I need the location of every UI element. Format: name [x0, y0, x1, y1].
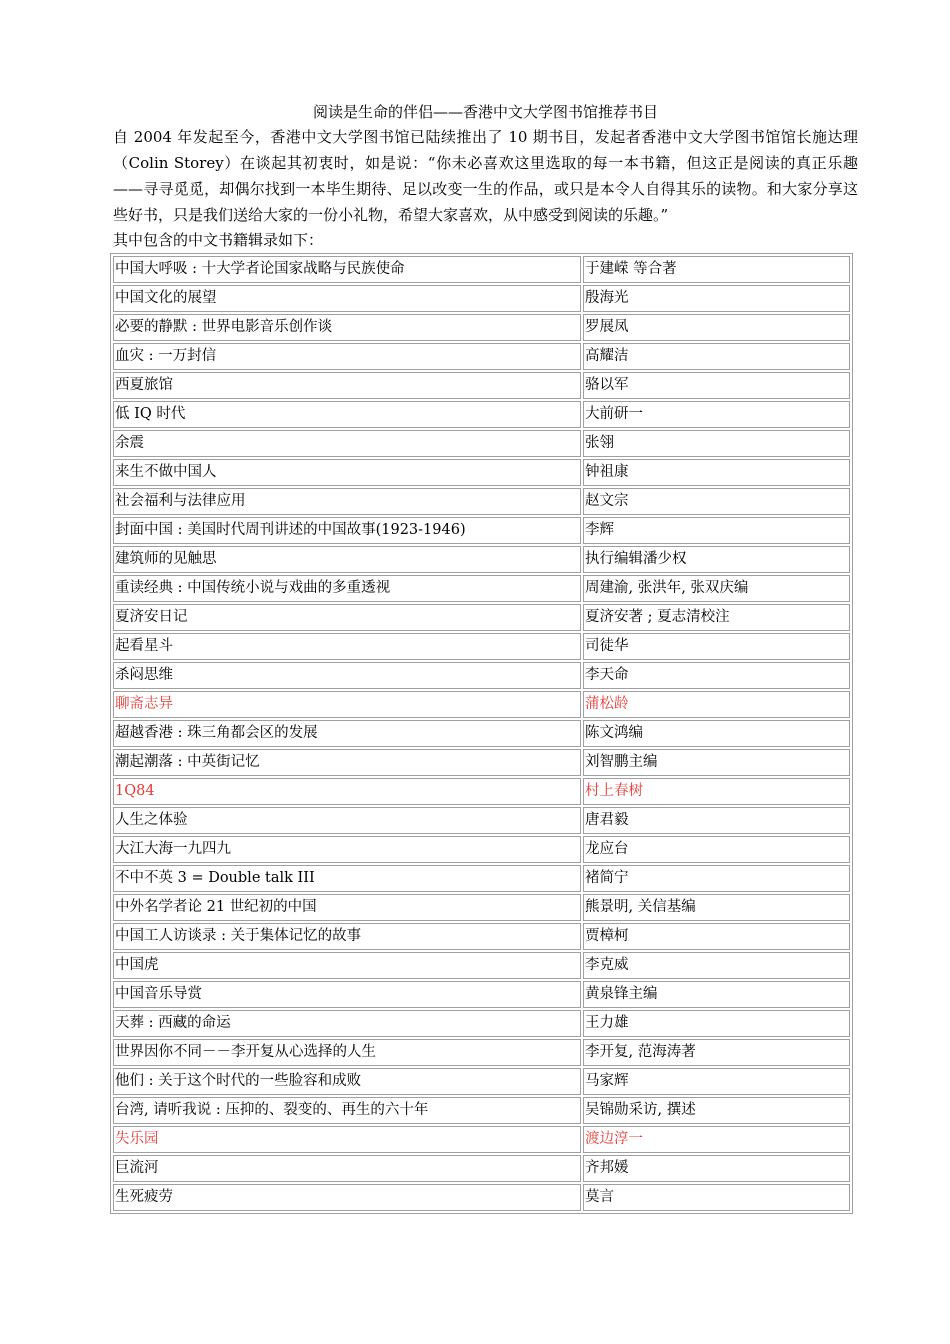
document-title: 阅读是生命的伴侣——香港中文大学图书馆推荐书目 [312, 103, 658, 121]
book-title-cell: 世界因你不同－－李开复从心选择的人生 [113, 1039, 581, 1066]
book-title-cell: 中国文化的展望 [113, 285, 581, 312]
table-row [113, 256, 850, 283]
book-title-cell: 中国音乐导赏 [113, 981, 581, 1008]
book-title-cell: 重读经典 : 中国传统小说与戏曲的多重透视 [113, 575, 581, 602]
document-page [113, 100, 858, 1214]
table-row [113, 778, 850, 805]
book-title-cell: 天葬 : 西藏的命运 [113, 1010, 581, 1037]
book-author-cell: 黄泉锋主编 [583, 981, 850, 1008]
book-title-cell: 中国虎 [113, 952, 581, 979]
book-title-cell: 血灾 : 一万封信 [113, 343, 581, 370]
book-author-cell: 齐邦媛 [583, 1155, 850, 1182]
book-title-cell: 建筑师的见触思 [113, 546, 581, 573]
book-title-cell: 人生之体验 [113, 807, 581, 834]
book-title-cell: 起看星斗 [113, 633, 581, 660]
book-author-cell: 夏济安著 ; 夏志清校注 [583, 604, 850, 631]
book-title-cell: 超越香港 : 珠三角都会区的发展 [113, 720, 581, 747]
table-row [113, 952, 850, 979]
table-row [113, 517, 850, 544]
book-title-cell: 大江大海一九四九 [113, 836, 581, 863]
table-row [113, 488, 850, 515]
book-author-cell: 执行编辑潘少权 [583, 546, 850, 573]
table-row [113, 459, 850, 486]
table-row [113, 604, 850, 631]
book-title-cell: 1Q84 [113, 778, 581, 805]
table-row [113, 546, 850, 573]
table-row [113, 575, 850, 602]
table-row [113, 430, 850, 457]
book-author-cell: 村上春树 [583, 778, 850, 805]
book-title-cell: 他们 : 关于这个时代的一些脸容和成败 [113, 1068, 581, 1095]
book-author-cell: 赵文宗 [583, 488, 850, 515]
book-list-table [110, 253, 853, 1214]
book-title-cell: 余震 [113, 430, 581, 457]
book-title-cell: 中外名学者论 21 世纪初的中国 [113, 894, 581, 921]
book-author-cell: 马家辉 [583, 1068, 850, 1095]
table-row [113, 720, 850, 747]
book-list-body [113, 256, 850, 1211]
book-author-cell: 莫言 [583, 1184, 850, 1211]
table-row [113, 691, 850, 718]
book-title-cell: 潮起潮落 : 中英街记忆 [113, 749, 581, 776]
list-subheading: 其中包含的中文书籍辑录如下： [113, 231, 324, 249]
book-author-cell: 王力雄 [583, 1010, 850, 1037]
book-author-cell: 殷海光 [583, 285, 850, 312]
table-row [113, 1126, 850, 1153]
book-author-cell: 司徒华 [583, 633, 850, 660]
table-row [113, 865, 850, 892]
book-author-cell: 周建渝, 张洪年, 张双庆编 [583, 575, 850, 602]
table-row [113, 981, 850, 1008]
table-row [113, 343, 850, 370]
book-title-cell: 中国大呼吸 : 十大学者论国家战略与民族使命 [113, 256, 581, 283]
book-author-cell: 龙应台 [583, 836, 850, 863]
table-row [113, 836, 850, 863]
table-row [113, 1097, 850, 1124]
table-row [113, 285, 850, 312]
book-author-cell: 褚简宁 [583, 865, 850, 892]
book-title-cell: 社会福利与法律应用 [113, 488, 581, 515]
table-row [113, 1068, 850, 1095]
book-author-cell: 李辉 [583, 517, 850, 544]
book-author-cell: 贾樟柯 [583, 923, 850, 950]
book-author-cell: 李克威 [583, 952, 850, 979]
book-author-cell: 刘智鹏主编 [583, 749, 850, 776]
book-author-cell: 蒲松龄 [583, 691, 850, 718]
book-author-cell: 吴锦勋采访, 撰述 [583, 1097, 850, 1124]
book-author-cell: 高耀洁 [583, 343, 850, 370]
table-row [113, 1184, 850, 1211]
book-title-cell: 失乐园 [113, 1126, 581, 1153]
table-row [113, 314, 850, 341]
book-title-cell: 生死疲劳 [113, 1184, 581, 1211]
book-title-cell: 夏济安日记 [113, 604, 581, 631]
intro-paragraph: 自 2004 年发起至今，香港中文大学图书馆已陆续推出了 10 期书目，发起者香港中文大学图书馆馆长施达理（Colin Storey）在谈起其初衷时，如是说：“你未必喜欢这里选取的每一本书籍，但这正是阅读的真正乐趣——寻寻觅觅，却偶尔找到一本毕生期待、足以改变一生的作品，或只是本令人自得其乐的读物。和大家分享这些好书，只是我们送给大家的一份小礼物，希望大家喜欢，从中感受到阅读的乐趣。” [113, 128, 858, 224]
table-row [113, 894, 850, 921]
table-row [113, 749, 850, 776]
table-row [113, 401, 850, 428]
table-row [113, 807, 850, 834]
book-author-cell: 李天命 [583, 662, 850, 689]
book-author-cell: 渡边淳一 [583, 1126, 850, 1153]
book-title-cell: 巨流河 [113, 1155, 581, 1182]
book-author-cell: 熊景明, 关信基编 [583, 894, 850, 921]
table-row [113, 372, 850, 399]
book-author-cell: 钟祖康 [583, 459, 850, 486]
book-title-cell: 台湾, 请听我说 : 压抑的、裂变的、再生的六十年 [113, 1097, 581, 1124]
table-row [113, 1039, 850, 1066]
book-title-cell: 不中不英 3 = Double talk III [113, 865, 581, 892]
book-title-cell: 聊斋志异 [113, 691, 581, 718]
book-title-cell: 必要的静默 : 世界电影音乐创作谈 [113, 314, 581, 341]
book-title-cell: 中国工人访谈录 : 关于集体记忆的故事 [113, 923, 581, 950]
table-row [113, 1155, 850, 1182]
book-title-cell: 杀闷思维 [113, 662, 581, 689]
book-author-cell: 陈文鸿编 [583, 720, 850, 747]
book-title-cell: 封面中国 : 美国时代周刊讲述的中国故事(1923-1946) [113, 517, 581, 544]
book-author-cell: 张翎 [583, 430, 850, 457]
book-author-cell: 李开复, 范海涛著 [583, 1039, 850, 1066]
book-author-cell: 大前研一 [583, 401, 850, 428]
book-title-cell: 低 IQ 时代 [113, 401, 581, 428]
book-title-cell: 西夏旅馆 [113, 372, 581, 399]
table-row [113, 923, 850, 950]
table-row [113, 1010, 850, 1037]
book-title-cell: 来生不做中国人 [113, 459, 581, 486]
table-row [113, 662, 850, 689]
book-author-cell: 于建嵘 等合著 [583, 256, 850, 283]
book-author-cell: 骆以军 [583, 372, 850, 399]
table-row [113, 633, 850, 660]
book-author-cell: 罗展凤 [583, 314, 850, 341]
book-author-cell: 唐君毅 [583, 807, 850, 834]
